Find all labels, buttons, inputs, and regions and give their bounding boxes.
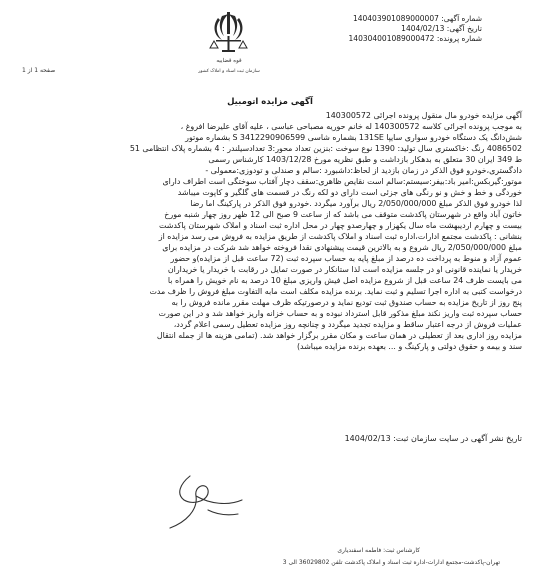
page-number: صفحه 1 از 1 [22,67,56,74]
case-number-label: شماره پرونده: [436,34,482,43]
body-line: عموم آزاد و منوط به پرداخت ده درصد از مبلغ پایه به حساب سپرده ثبت (72 ساعت قبل از مزایده)و حضور [170,254,522,263]
signature-image [150,470,260,535]
notice-date: 1404/02/13 [401,24,445,33]
publication-date-label: تاریخ نشر آگهی در سایت سازمان ثبت: [393,434,522,443]
body-line: لذا خودرو فوق الذکر مبلغ 2/050/000/000 ریال برآورد میگردد .خودرو فوق الذکر در پارکینگ اما رضا [190,199,522,208]
notice-body [20,110,522,352]
body-line: حساب سپرده ثبت واریز نکند مبلغ مذکور قابل استرداد نبوده و به حساب خزانه واریز خواهد شد و در این صورت [158,309,522,318]
notice-date-row [272,24,482,34]
body-line: 4086502 رنگ :خاکستری سال تولید: 1390 نوع سوخت :بنزین تعداد محور:3 تعدادسیلندر : 4 بشماره پلاک انتظامی 51 [129,144,522,153]
notice-number-row [272,14,482,24]
signer-name: فاطمه اسفندیاری [337,547,382,554]
notice-date-label: تاریخ آگهی: [446,24,482,33]
body-line: درخواست کتبی به اداره اجرا تسلیم و ثبت نماید. برنده مزایده مکلف است مابه التفاوت مبلغ فروش را ظرف مدت [149,287,522,296]
body-line: ط 349 ایران 30 متعلق به بدهکار بازداشت و طبق نظریه مورخ 1403/12/28 کارشناس رسمی [208,155,522,164]
body-line: خوردگی و خط و خش و نو رنگی های جزئی است دارای دو لکه رنگ در قسمت های گلگیر و کاپوت میباشد [177,188,522,197]
notice-title: آگهی مزایده اتومبیل [227,97,313,107]
publication-date-row [100,434,522,443]
body-line: بیست و چهارم اردیبهشت ماه سال یکهزار و چهارصدو چهار در محل اداره ثبت اسناد و املاک شهرستان پاکدشت [159,221,522,230]
body-line: خریدار یا نماینده قانونی او در جلسه مزایده است لذا ستانکار در صورت تمایل در رقابت با خریدار یا خریداران [167,265,522,274]
body-line: عملیات فروش از درجه اعتبار ساقط و مزایده تجدید میگردد و چنانچه روز مزایده تعطیل رسمی اعلام گردد، [173,320,522,329]
notice-number-label: شماره آگهی: [441,14,482,23]
body-line: پنج روز از تاریخ مزایده به حساب صندوق ثبت تودیع نماید و درصورتیکه ظرف مهلت مقرر مانده فروش را به [171,298,522,307]
body-line: دادگستری،خودرو فوق الذکر در زمان بازدید از لحاظ:داشبورد :سالم و صندلی و تودوزی:معمولی - [205,166,522,175]
body-line: به موجب پرونده اجرائی کلاسه 140300572 له خانم حوریه مصباحی عباسی ، علیه آقای علیرضا افروغ ، [180,122,522,131]
signer-row [260,547,420,554]
office-address-footer: تهران-پاکدشت-مجتمع ادارات-اداره ثبت اسناد و املاک پاکدشت تلفن 36029802 الی 3 [282,559,500,566]
publication-date: 1404/02/13 [344,434,391,443]
body-line: مبلغ 2/050/000/000 ریال شروع و به بالاترین قیمت پیشنهادی نقدا فروخته خواهد شد شرکت در مزایده برای [162,243,522,252]
body-line: شش‌دانگ یک دستگاه خودرو سواری سایپا 131SE بشماره شاسی 3412290906599 S بشماره موتور [185,133,522,142]
body-line: خاتون آباد واقع در شهرستان پاکدشت متوقف می باشد که از ساعت 9 صبح الی 12 ظهر روز چهار شنبه مورخ [164,210,522,219]
case-number-row [272,34,482,44]
body-line: سند و بیمه و حقوق دولتی و پارکینگ و ... بعهده برنده مزایده میباشد) [296,342,522,351]
body-line: موتور:گیربکس:امیر باد:بیفر:سیستم:سالم است نقایص ظاهری:سقف دچار آفتاب سوختگی است اطراف دارای [162,177,522,186]
case-number: 140304001089000472 [348,34,435,43]
emblem-judiciary-text: قوه قضاییه [216,58,242,64]
body-line: می بایست ظرف 24 ساعت قبل از شروع مزایده اصل فیش واریزی مبلغ 10 درصد به نام خویش را همراه با [167,276,522,285]
body-line: بنشانی : پاکدشت مجتمع ادارات،اداره ثبت اسناد و املاک پاکدشت از طریق مزایده به فروش می رسد مزایده از [158,232,522,241]
body-line: مزایده روز اداری بعد از تعطیلی در همان ساعت و مکان مقرر برگزار خواهد شد. (تمامی هزینه ها از جمله انتقال [156,331,522,340]
judiciary-emblem-logo [184,10,274,100]
notice-header [272,14,482,44]
emblem-org-text: سازمان ثبت اسناد و املاک کشور [198,69,260,74]
body-line: آگهی مزایده خودرو مال منقول پرونده اجرائی 140300572 [325,111,522,120]
notice-number: 140403901089000007 [352,14,439,23]
signer-label: کارشناس ثبت: [383,547,420,554]
